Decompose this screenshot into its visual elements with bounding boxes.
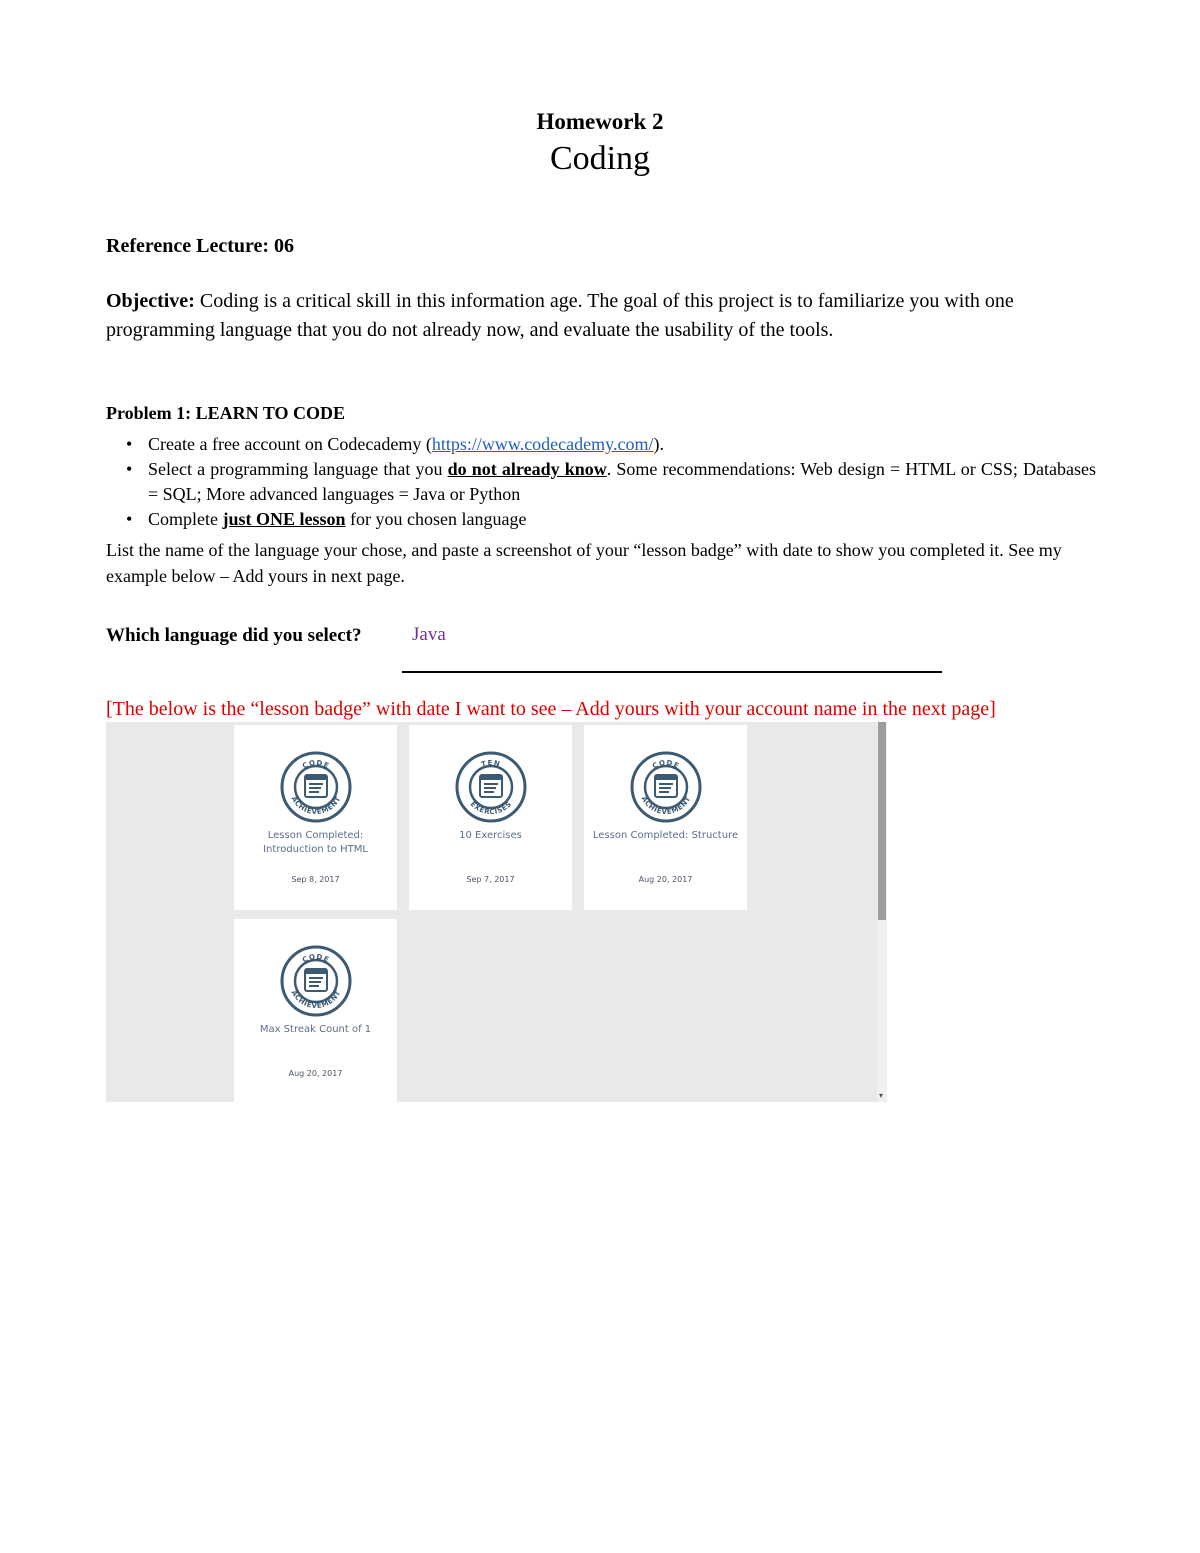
badge-title: 10 Exercises <box>459 830 522 841</box>
badge-screenshot <box>106 722 887 1102</box>
objective-paragraph <box>106 287 1096 345</box>
task-list <box>106 432 1096 532</box>
scrollbar-thumb <box>878 722 886 920</box>
bullet-icon: • <box>126 509 133 529</box>
homework-subtitle: Coding <box>549 140 651 177</box>
codecademy-link[interactable]: https://www.codecademy.com/ <box>431 434 654 454</box>
task-text: Select a programming language that you <box>148 459 448 479</box>
objective-text: Coding is a critical skill in this information age. The goal of this project is to familiarize you with one programming language that you do not already now, and evaluate the usability of the tools. <box>106 290 1014 341</box>
badge-date: Sep 7, 2017 <box>466 875 515 884</box>
badge-top-text: TEN <box>480 758 502 769</box>
badge-card <box>234 725 397 910</box>
screenshot-scrollbar <box>877 722 887 1102</box>
bullet-icon: • <box>126 434 133 454</box>
achievement-badge-icon <box>630 751 702 823</box>
badge-bottom-text: ACHIEVEMENT <box>289 795 343 817</box>
instructions-paragraph: List the name of the language your chose, and paste a screenshot of your “lesson badge” with date to show you completed it. See my example below – Add yours in next page. <box>106 540 1062 586</box>
achievement-badge-icon <box>280 751 352 823</box>
svg-text:ACHIEVEMENT <box>289 989 342 1010</box>
badge-top-text: CODE <box>651 758 681 771</box>
language-question: Which language did you select? <box>106 625 362 646</box>
scroll-down-arrow-icon: ▾ <box>879 1091 884 1100</box>
achievement-badge-icon <box>455 751 527 823</box>
badge-top-text: CODE <box>301 952 331 965</box>
svg-text:ACHIEVEMENT <box>289 795 342 816</box>
svg-text:CODE <box>301 953 331 965</box>
achievement-badge-icon <box>280 945 352 1017</box>
badge-card <box>234 919 397 1102</box>
badge-title: Lesson Completed: Structure <box>592 830 739 841</box>
badge-title: Max Streak Count of 1 <box>259 1024 372 1035</box>
badge-date: Sep 8, 2017 <box>291 875 340 884</box>
task-item-create-account <box>106 432 1096 457</box>
badge-bottom-text: EXERCISES <box>468 799 514 817</box>
svg-text:ACHIEVEMENT <box>639 795 692 816</box>
badge-date: Aug 20, 2017 <box>638 875 693 884</box>
task-text: for you chosen language <box>345 509 527 529</box>
answer-underline <box>402 671 942 673</box>
task-emphasis: just ONE lesson <box>222 509 346 529</box>
badge-card <box>584 725 747 910</box>
objective-label: Objective: <box>106 290 195 312</box>
bullet-icon: • <box>126 459 133 479</box>
task-text: Create a free account on Codecademy ( <box>148 434 432 454</box>
language-answer: Java <box>412 624 446 645</box>
svg-text:CODE <box>301 759 331 771</box>
svg-text:EXERCISES <box>469 800 514 816</box>
badge-title: Lesson Completed: Introduction to HTML <box>263 830 368 855</box>
homework-title: Homework 2 <box>536 109 664 134</box>
badge-top-text: CODE <box>301 758 331 771</box>
task-text: . Some recommendations: Web design = HTML or CSS; Databases = SQL; More advanced languages = Java or Python <box>148 459 1096 504</box>
task-text: ). <box>653 434 664 454</box>
reference-lecture: Reference Lecture: 06 <box>106 235 295 257</box>
badge-date: Aug 20, 2017 <box>288 1069 343 1078</box>
task-item-complete-lesson <box>106 507 1096 532</box>
badge-bottom-text: ACHIEVEMENT <box>289 989 343 1011</box>
badge-bottom-text: ACHIEVEMENT <box>639 795 693 817</box>
badge-note: [The below is the “lesson badge” with date I want to see – Add yours with your account name in the next page] <box>106 698 996 720</box>
badge-card <box>409 725 572 910</box>
task-item-select-language <box>106 457 1096 507</box>
task-emphasis: do not already know <box>447 459 607 479</box>
svg-text:CODE <box>651 759 681 771</box>
task-text: Complete <box>148 509 223 529</box>
problem-heading: Problem 1: LEARN TO CODE <box>106 403 346 423</box>
